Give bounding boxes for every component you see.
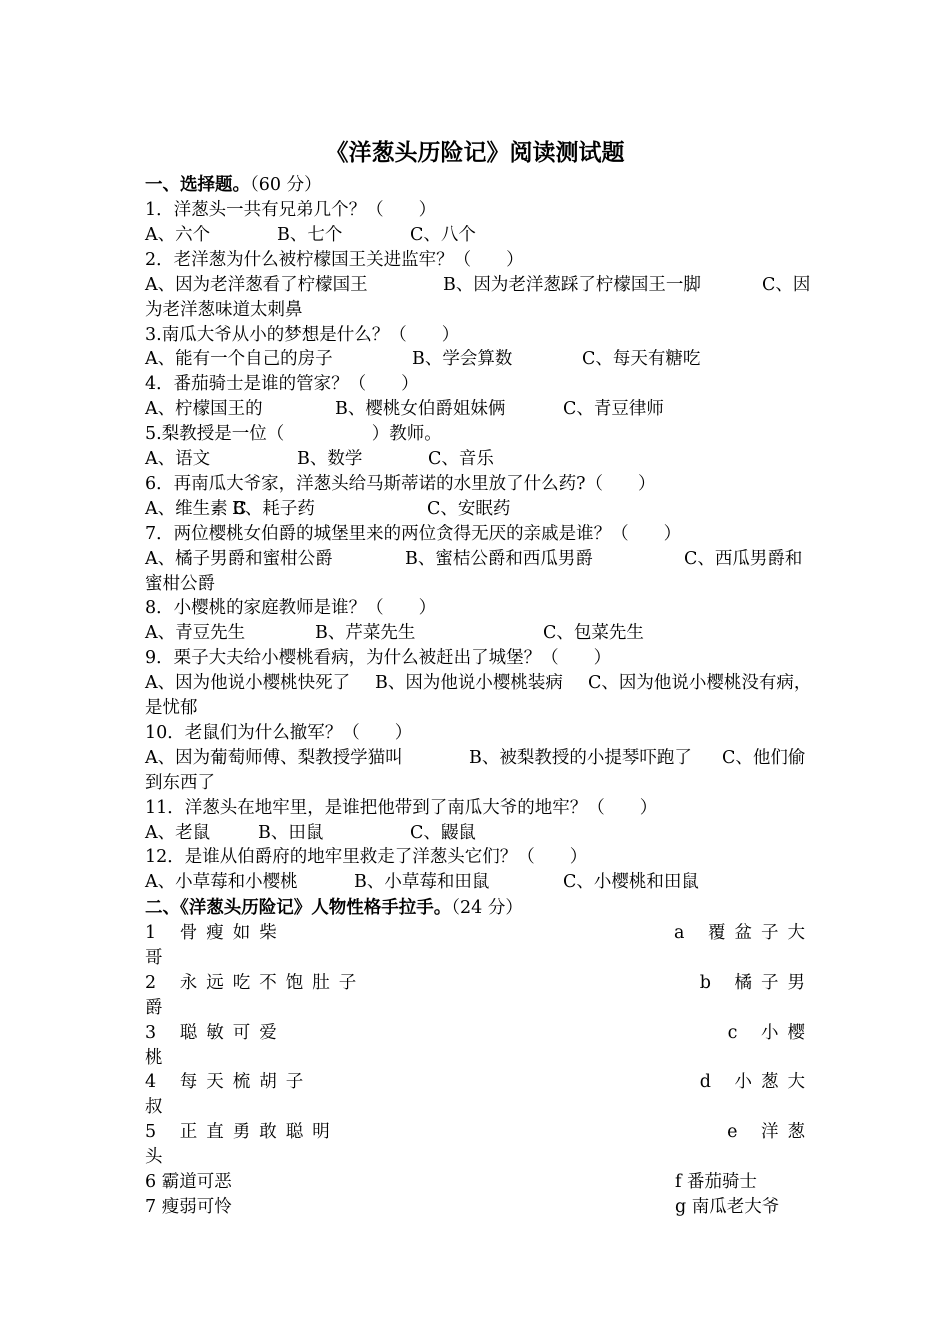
question bbox=[145, 522, 805, 547]
character: a 覆盆子大 bbox=[674, 923, 814, 943]
trait: 7 瘦弱可怜 bbox=[145, 1196, 232, 1217]
options-row bbox=[145, 621, 805, 646]
trait: 2 永远吃不饱肚子 bbox=[145, 972, 366, 993]
match-row bbox=[145, 971, 814, 996]
question-text: 6．再南瓜大爷家，洋葱头给马斯蒂诺的水里放了什么药?（ ） bbox=[145, 473, 656, 494]
question bbox=[145, 472, 805, 497]
option-b: B、数学 bbox=[297, 449, 363, 469]
option-a: A、语文 bbox=[145, 449, 211, 469]
match-row bbox=[145, 1195, 805, 1220]
options-row bbox=[145, 447, 805, 472]
option-b: B、芹菜先生 bbox=[315, 623, 416, 644]
question bbox=[145, 646, 805, 671]
option-b: B、七个 bbox=[277, 224, 343, 245]
trait: 3 聪敏可爱 bbox=[145, 1022, 286, 1043]
option-b: B、耗子药 bbox=[232, 498, 315, 519]
option-continuation: 到东西了 bbox=[145, 772, 215, 793]
option-c: C、西瓜男爵和 bbox=[684, 548, 803, 569]
options-row-cont bbox=[145, 298, 805, 323]
character-continuation: 桃 bbox=[145, 1047, 163, 1068]
option-c: C、八个 bbox=[410, 224, 476, 245]
match-row bbox=[145, 1070, 814, 1095]
options-row bbox=[145, 497, 805, 522]
option-c: C、他们偷 bbox=[722, 747, 806, 768]
option-a: A、因为老洋葱看了柠檬国王 bbox=[145, 274, 368, 295]
option-c: C、青豆律师 bbox=[563, 399, 664, 420]
match-row bbox=[145, 1021, 814, 1046]
question-text: 7．两位樱桃女伯爵的城堡里来的两位贪得无厌的亲戚是谁？（ ） bbox=[145, 523, 682, 544]
option-c: C、因 bbox=[762, 274, 811, 295]
option-b: B、田鼠 bbox=[258, 822, 324, 843]
options-row bbox=[145, 223, 805, 248]
options-row-cont bbox=[145, 771, 805, 796]
option-a: A、因为他说小樱桃快死了 bbox=[145, 673, 351, 694]
option-c: C、音乐 bbox=[428, 449, 494, 469]
question bbox=[145, 198, 805, 223]
option-b: B、小草莓和田鼠 bbox=[354, 872, 490, 893]
option-continuation: 蜜柑公爵 bbox=[145, 573, 215, 594]
options-row bbox=[145, 547, 805, 572]
options-row-cont bbox=[145, 572, 805, 597]
character: b 橘子男 bbox=[699, 972, 814, 993]
option-continuation: 为老洋葱味道太刺鼻 bbox=[145, 299, 303, 320]
option-a: A、橘子男爵和蜜柑公爵 bbox=[145, 548, 333, 569]
options-row bbox=[145, 347, 805, 372]
match-row bbox=[145, 921, 814, 946]
question bbox=[145, 422, 805, 447]
option-a: A、因为葡萄师傅、梨教授学猫叫 bbox=[145, 747, 403, 768]
question-text: 3.南瓜大爷从小的梦想是什么？（ ） bbox=[145, 324, 460, 345]
match-row bbox=[145, 1120, 814, 1145]
section-heading: 二、《洋葱头历险记》人物性格手拉手。（24 分） bbox=[145, 898, 523, 918]
section-heading: 一、选择题。（60 分） bbox=[145, 175, 322, 195]
match-row bbox=[145, 1170, 805, 1195]
option-c: C、鼹鼠 bbox=[410, 822, 476, 843]
character: d 小葱大 bbox=[699, 1072, 814, 1093]
option-b: B、被梨教授的小提琴吓跑了 bbox=[469, 747, 692, 768]
character-continuation: 爵 bbox=[145, 997, 163, 1018]
question-text: 9．栗子大夫给小樱桃看病，为什么被赶出了城堡？（ ） bbox=[145, 648, 612, 669]
question-text: 4．番茄骑士是谁的管家？（ ） bbox=[145, 374, 419, 395]
question-text: 10．老鼠们为什么撤军？（ ） bbox=[145, 722, 413, 743]
option-c: C、因为他说小樱桃没有病， bbox=[588, 673, 812, 694]
character-continuation: 叔 bbox=[145, 1097, 163, 1118]
character-continuation: 哥 bbox=[145, 947, 163, 968]
question-text: 12．是谁从伯爵府的地牢里救走了洋葱头它们？（ ） bbox=[145, 847, 588, 868]
character: c 小樱 bbox=[727, 1022, 814, 1043]
options-row bbox=[145, 870, 805, 895]
character-continuation: 头 bbox=[145, 1147, 163, 1168]
question bbox=[145, 372, 805, 397]
question-text: 11．洋葱头在地牢里，是谁把他带到了南瓜大爷的地牢？（ ） bbox=[145, 797, 658, 818]
character: g 南瓜老大爷 bbox=[675, 1196, 780, 1217]
option-a: A、能有一个自己的房子 bbox=[145, 349, 333, 370]
trait: 6 霸道可恶 bbox=[145, 1172, 232, 1192]
option-b: B、蜜桔公爵和西瓜男爵 bbox=[405, 548, 593, 569]
option-a: A、老鼠 bbox=[145, 822, 211, 843]
question-text: 5.梨教授是一位（ ）教师。 bbox=[145, 424, 442, 445]
question-text: 8．小樱桃的家庭教师是谁？（ ） bbox=[145, 598, 437, 619]
question-text: 2．老洋葱为什么被柠檬国王关进监牢？（ ） bbox=[145, 249, 524, 270]
option-b: B、樱桃女伯爵姐妹俩 bbox=[335, 399, 506, 420]
options-row bbox=[145, 273, 811, 298]
option-a: A、青豆先生 bbox=[145, 623, 246, 644]
question bbox=[145, 596, 805, 621]
options-row bbox=[145, 397, 805, 422]
character: e 洋葱 bbox=[727, 1122, 814, 1143]
question bbox=[145, 248, 805, 273]
option-c: C、每天有糖吃 bbox=[582, 349, 701, 370]
trait: 4 每天梳胡子 bbox=[145, 1072, 313, 1093]
option-continuation: 是忧郁 bbox=[145, 698, 198, 718]
option-c: C、小樱桃和田鼠 bbox=[563, 872, 699, 893]
character: f 番茄骑士 bbox=[675, 1172, 758, 1192]
options-row bbox=[145, 821, 805, 846]
options-row bbox=[145, 746, 805, 771]
option-b: B、学会算数 bbox=[412, 349, 513, 370]
question bbox=[145, 323, 805, 348]
options-row-cont bbox=[145, 696, 805, 721]
question bbox=[145, 796, 805, 821]
page-title: 《洋葱头历险记》阅读测试题 bbox=[325, 139, 625, 166]
option-a: A、维生素 C bbox=[145, 498, 247, 519]
trait: 5 正直勇敢聪明 bbox=[145, 1122, 339, 1143]
option-b: B、因为老洋葱踩了柠檬国王一脚 bbox=[443, 274, 701, 295]
option-c: C、安眠药 bbox=[427, 498, 511, 519]
question-text: 1．洋葱头一共有兄弟几个？（ ） bbox=[145, 200, 437, 220]
option-a: A、小草莓和小樱桃 bbox=[145, 872, 298, 893]
option-a: A、六个 bbox=[145, 224, 211, 245]
question bbox=[145, 721, 805, 746]
option-c: C、包菜先生 bbox=[543, 623, 644, 644]
option-a: A、柠檬国王的 bbox=[145, 399, 263, 420]
options-row bbox=[145, 671, 812, 696]
trait: 1 骨瘦如柴 bbox=[145, 923, 286, 943]
option-b: B、因为他说小樱桃装病 bbox=[375, 673, 563, 694]
question bbox=[145, 845, 805, 870]
